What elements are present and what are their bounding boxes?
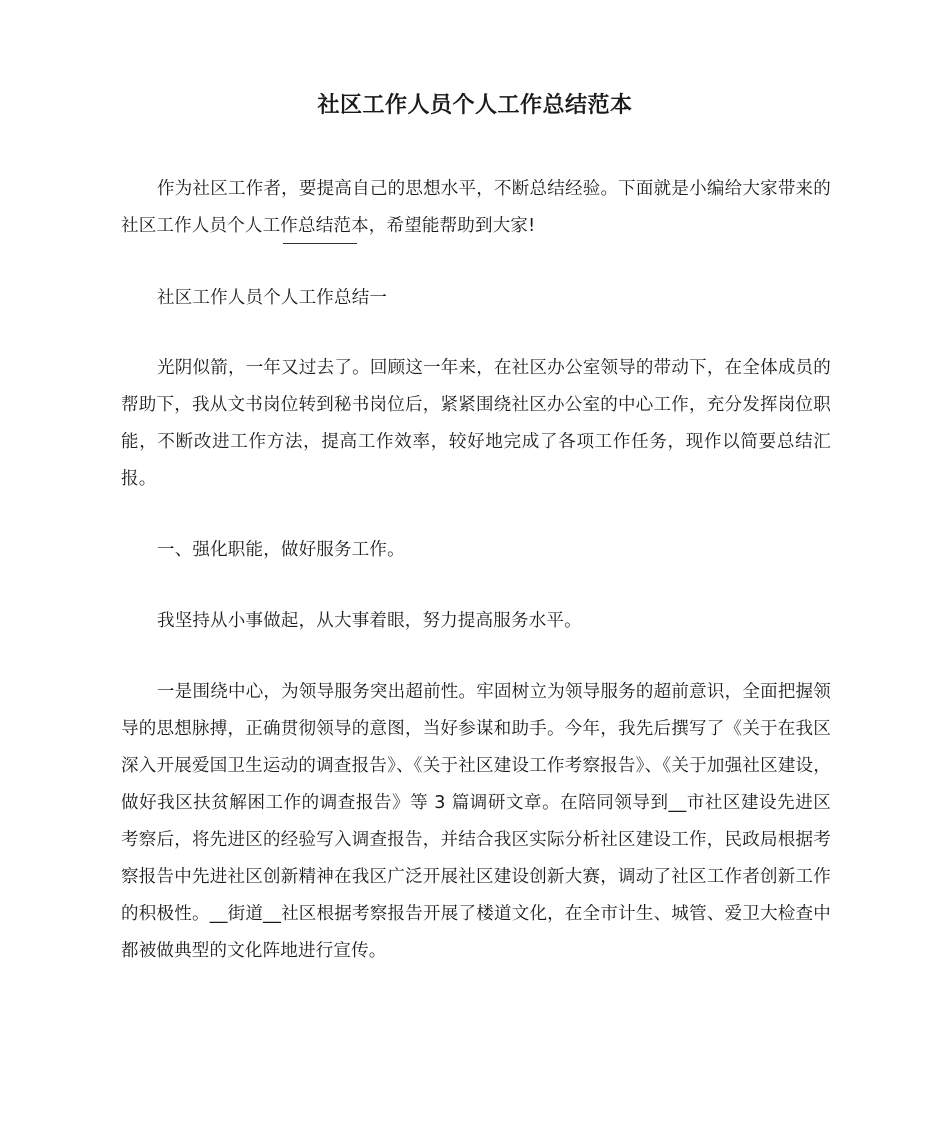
paragraph-summary: 光阴似箭，一年又过去了。回顾这一年来，在社区办公室领导的带动下，在全体成员的帮助下，我从文书岗位转到秘书岗位后，紧紧围绕社区办公室的中心工作，充分发挥岗位职能，不断改进工作方法，提高工作效率，较好地完成了各项工作任务，现作以简要总结汇报。 xyxy=(121,358,831,489)
section-heading: 社区工作人员个人工作总结一 xyxy=(157,288,388,308)
link-underline xyxy=(283,243,357,244)
paragraph-intro: 作为社区工作者，要提高自己的思想水平，不断总结经验。下面就是小编给大家带来的社区工作人员个人工作总结范本，希望能帮助到大家! xyxy=(121,179,831,236)
document-title: 社区工作人员个人工作总结范本 xyxy=(317,93,633,118)
paragraph-service: 我坚持从小事做起，从大事着眼，努力提高服务水平。 xyxy=(157,611,582,631)
subsection-heading: 一、强化职能，做好服务工作。 xyxy=(157,540,405,560)
paragraph-details: 一是围绕中心，为领导服务突出超前性。牢固树立为领导服务的超前意识，全面把握领导的思想脉搏，正确贯彻领导的意图，当好参谋和助手。今年，我先后撰写了《关于在我区深入开展爱国卫生运动的调查报告》、《关于社区建设工作考察报告》、《关于加强社区建设，做好我区扶贫解困工作的调查报告》等 3 篇调研文章。在陪同领导到__市社区建设先进区考察后，将先进区的经验写入调查报告，并结合我区实际分析社区建设工作，民政局根据考察报告中先进社区创新精神在我区广泛开展社区建设创新大赛，调动了社区工作者创新工作的积极性。__街道__社区根据考察报告开展了楼道文化，在全市计生、城管、爱卫大检查中都被做典型的文化阵地进行宣传。 xyxy=(121,682,831,961)
